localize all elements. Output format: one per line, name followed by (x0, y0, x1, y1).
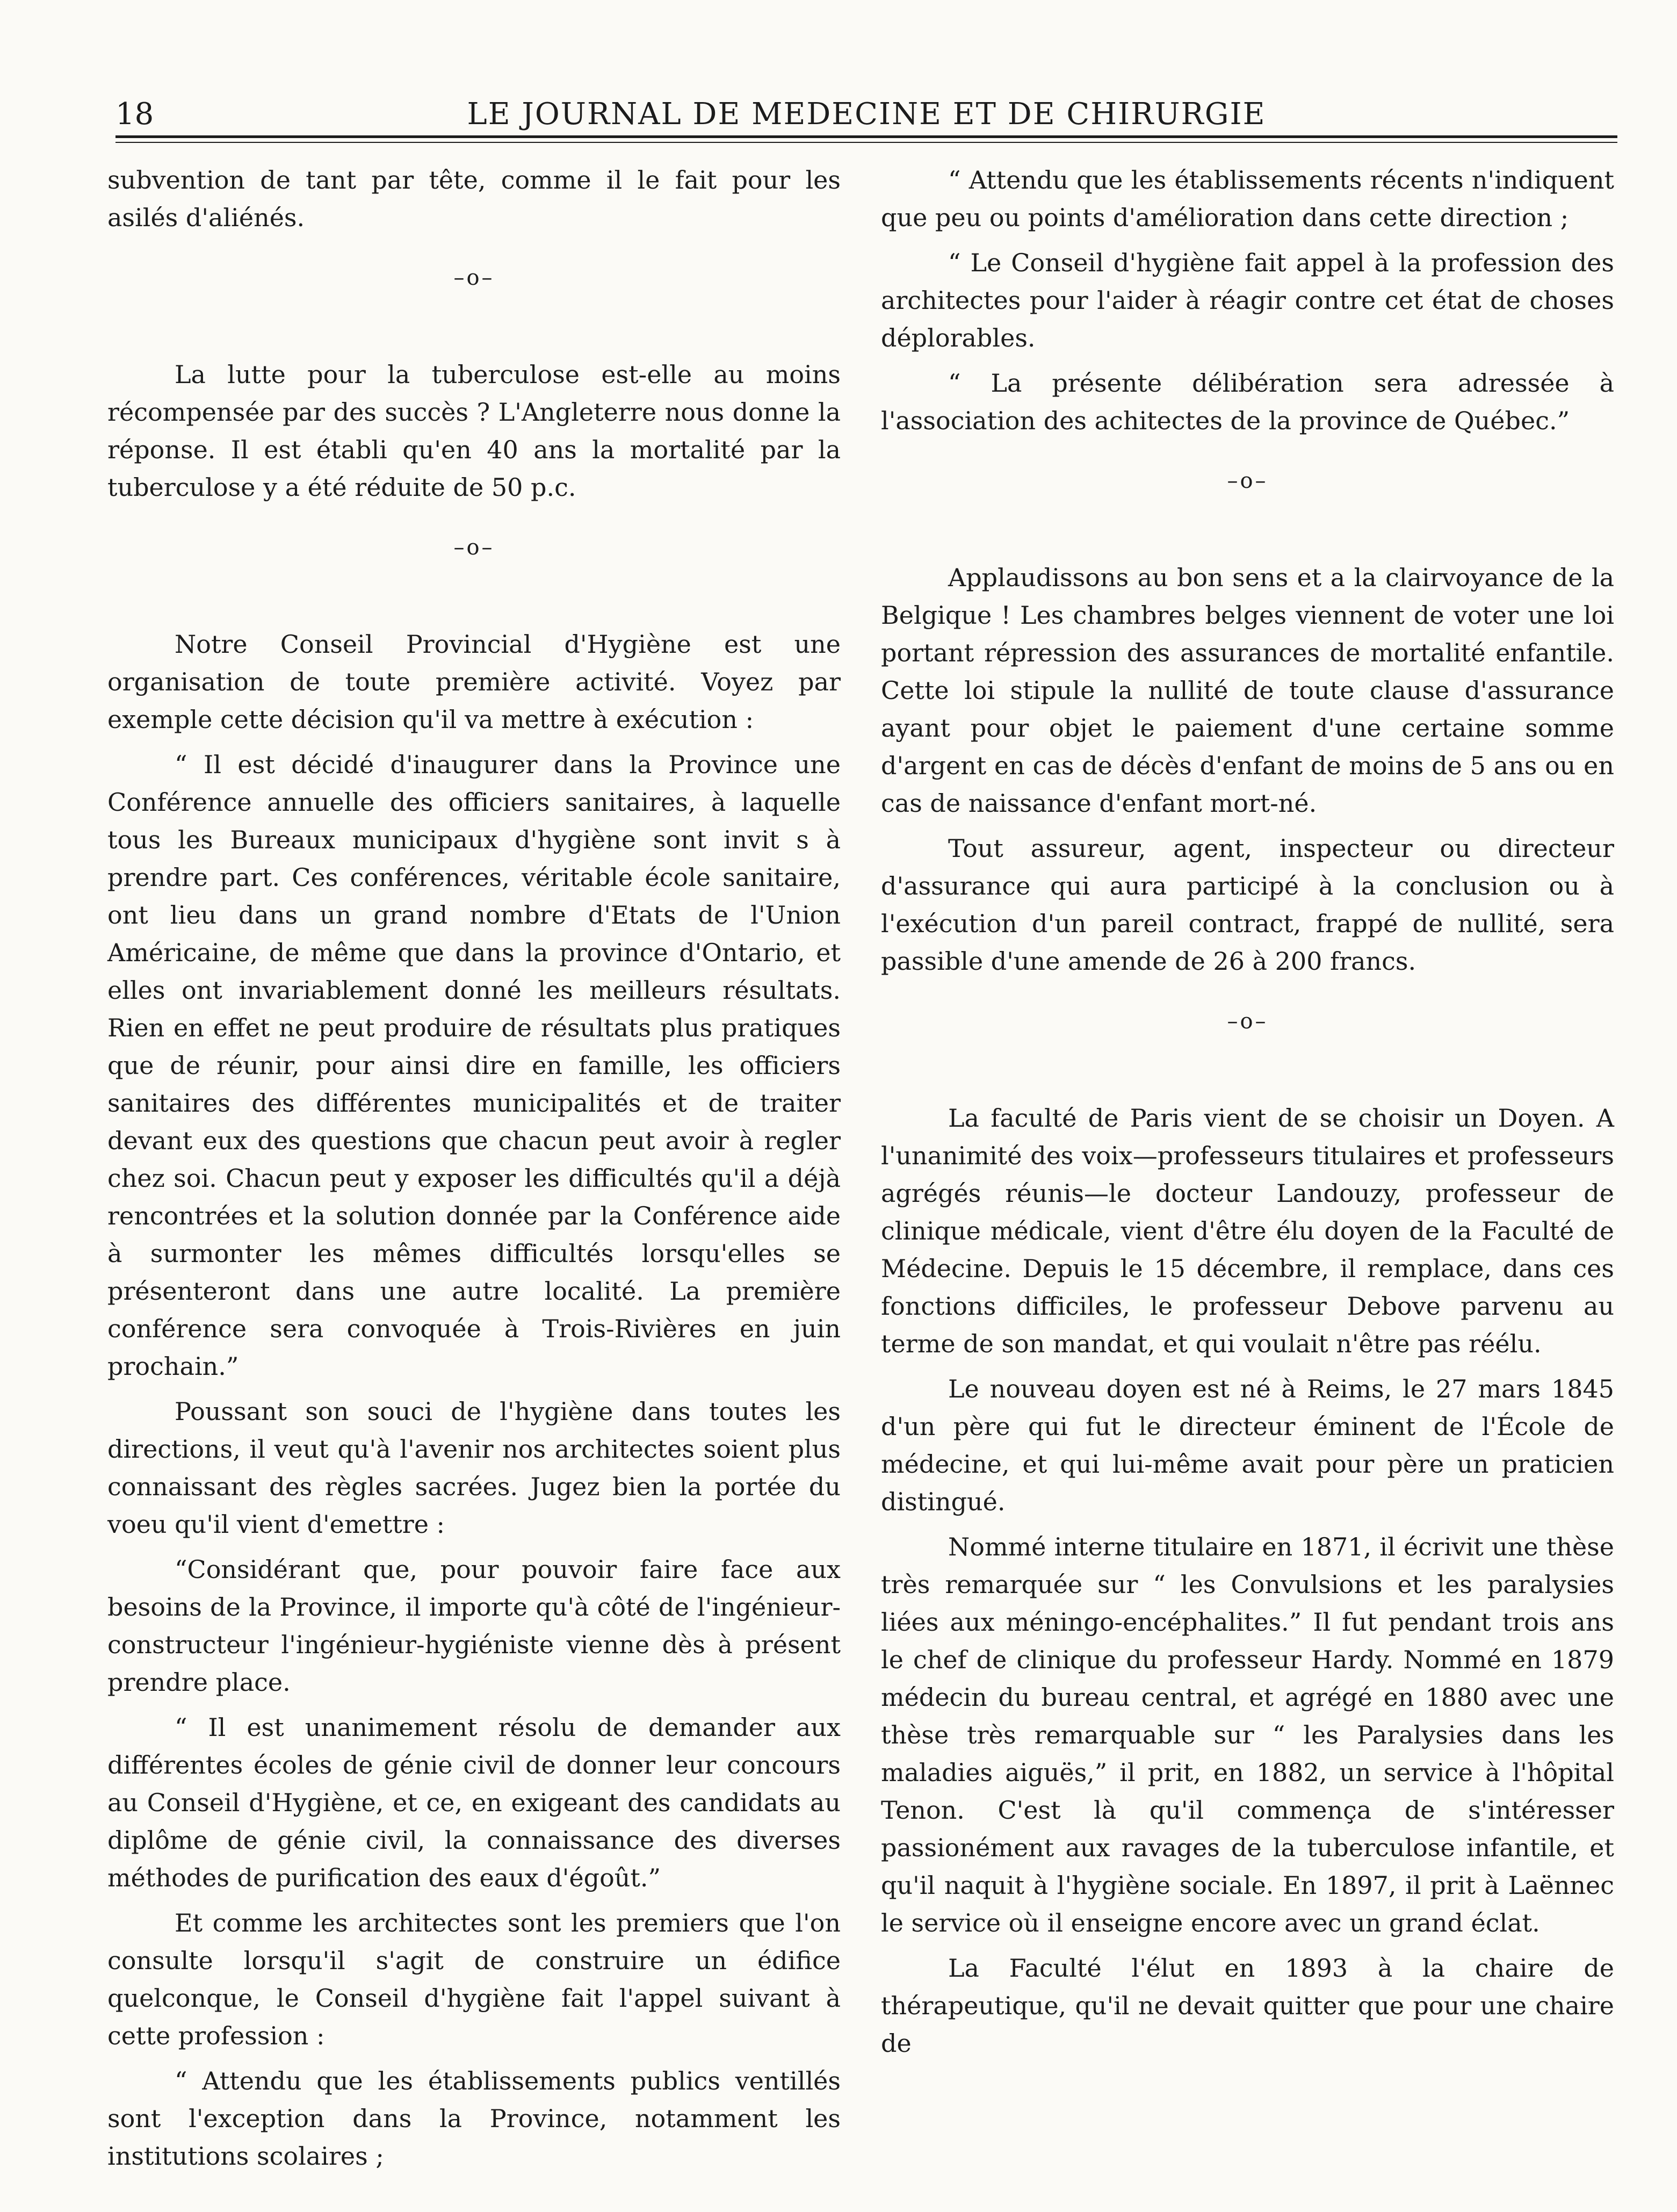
paragraph: Notre Conseil Provincial d'Hygiène est une organisation de toute première activité. Voyez par exemple cette décision qu'il va mettre à exécution : (107, 630, 841, 734)
paragraph: “ Il est unanimement résolu de demander aux différentes écoles de génie civil de donner leur concours au Conseil d'Hygiène, et ce, en exigeant des candidats au diplôme de génie civil, la connaissance des diverses méthodes de purification des eaux d'égoût.” (107, 1713, 841, 1892)
paragraph: “ Le Conseil d'hygiène fait appel à la profession des architectes pour l'aider à réagir contre cet état de choses déplorables. (881, 248, 1614, 352)
paragraph: Le nouveau doyen est né à Reims, le 27 mars 1845 d'un père qui fut le directeur éminent de l'École de médecine, et qui lui-même avait pour père un praticien distingué. (881, 1374, 1614, 1516)
paragraph: “ La présente délibération sera adressée à l'association des achitectes de la province de Québec.” (881, 369, 1614, 435)
paragraph: La Faculté l'élut en 1893 à la chaire de thérapeutique, qu'il ne devait quitter que pour une chaire de (881, 1954, 1614, 2058)
page-number: 18 (115, 97, 154, 132)
paragraph: “Considérant que, pour pouvoir faire face aux besoins de la Province, il importe qu'à côté de l'ingénieur-constructeur l'ingénieur-hygiéniste vienne dès à présent prendre place. (107, 1555, 841, 1697)
paragraph: La lutte pour la tuberculose est-elle au moins récompensée par des succès ? L'Angleterre nous donne la réponse. Il est établi qu'en 40 ans la mortalité par la tuberculose y a été réduite de 50 p.c. (107, 360, 841, 502)
journal-title: LE JOURNAL DE MEDECINE ET DE CHIRURGIE (467, 97, 1266, 132)
right-column (881, 161, 1614, 2095)
section-separator: –o– (1227, 469, 1268, 493)
paragraph: “ Il est décidé d'inaugurer dans la Province une Conférence annuelle des officiers sanitaires, à laquelle tous les Bureaux municipaux d'hygiène sont invit s à prendre part. Ces conférences, véritable école sanitaire, ont lieu dans un grand nombre d'Etats de l'Union Américaine, de même que dans la province d'Ontario, et elles ont invariablement donné les meilleurs résultats. Rien en effet ne peut produire de résultats plus pratiques que de réunir, pour ainsi dire en famille, les officiers sanitaires des différentes municipalités et de traiter devant eux des questions que chacun peut avoir à regler chez soi. Chacun peut y exposer les difficultés qu'il a déjà rencontrées et la solution donnée par la Conférence aide à surmonter les mêmes difficultés lorsqu'elles se présenteront dans une autre localité. La première conférence sera convoquée à Trois-Rivières en juin prochain.” (107, 750, 841, 1381)
section-separator: –o– (453, 535, 495, 560)
paragraph: “ Attendu que les établissements publics ventillés sont l'exception dans la Province, notamment les institutions scolaires ; (107, 2066, 841, 2171)
paragraph: “ Attendu que les établissements récents n'indiquent que peu ou points d'amélioration dans cette direction ; (881, 165, 1614, 232)
section-separator: –o– (1227, 1009, 1268, 1034)
left-column (107, 161, 841, 2171)
header-rule-thin (115, 142, 1617, 143)
paragraph: subvention de tant par tête, comme il le fait pour les asilés d'aliénés. (107, 165, 841, 232)
header-rule (115, 135, 1617, 138)
paragraph: Tout assureur, agent, inspecteur ou directeur d'assurance qui aura participé à la conclusion ou à l'exécution d'un pareil contract, frappé de nullité, sera passible d'une amende de 26 à 200 francs. (881, 834, 1614, 976)
paragraph: La faculté de Paris vient de se choisir un Doyen. A l'unanimité des voix—professeurs titulaires et professeurs agrégés réunis—le docteur Landouzy, professeur de clinique médicale, vient d'être élu doyen de la Faculté de Médecine. Depuis le 15 décembre, il remplace, dans ces fonctions difficiles, le professeur Debove parvenu au terme de son mandat, et qui voulait n'être pas réélu. (881, 1104, 1614, 1358)
paragraph: Et comme les architectes sont les premiers que l'on consulte lorsqu'il s'agit de construire un édifice quelconque, le Conseil d'hygiène fait l'appel suivant à cette profession : (107, 1908, 841, 2050)
paragraph: Applaudissons au bon sens et a la clairvoyance de la Belgique ! Les chambres belges viennent de voter une loi portant répression des assurances de mortalité enfantile. Cette loi stipule la nullité de toute clause d'assurance ayant pour objet le paiement d'une certaine somme d'argent en cas de décès d'enfant de moins de 5 ans ou en cas de naissance d'enfant mort-né. (881, 563, 1614, 818)
section-separator: –o– (453, 265, 495, 290)
page-header (115, 92, 1617, 142)
paragraph: Nommé interne titulaire en 1871, il écrivit une thèse très remarquée sur “ les Convulsions et les paralysies liées aux méningo-encéphalites.” Il fut pendant trois ans le chef de clinique du professeur Hardy. Nommé en 1879 médecin du bureau central, et agrégé en 1880 avec une thèse très remarquable sur “ les Paralysies dans les maladies aiguës,” il prit, en 1882, un service à l'hôpital Tenon. C'est là qu'il commença de s'intéresser passionément aux ravages de la tuberculose infantile, et qu'il naquit à l'hygiène sociale. En 1897, il prit à Laënnec le service où il enseigne encore avec un grand éclat. (881, 1532, 1614, 1937)
paragraph: Poussant son souci de l'hygiène dans toutes les directions, il veut qu'à l'avenir nos architectes soient plus connaissant des règles sacrées. Jugez bien la portée du voeu qu'il vient d'emettre : (107, 1397, 841, 1539)
